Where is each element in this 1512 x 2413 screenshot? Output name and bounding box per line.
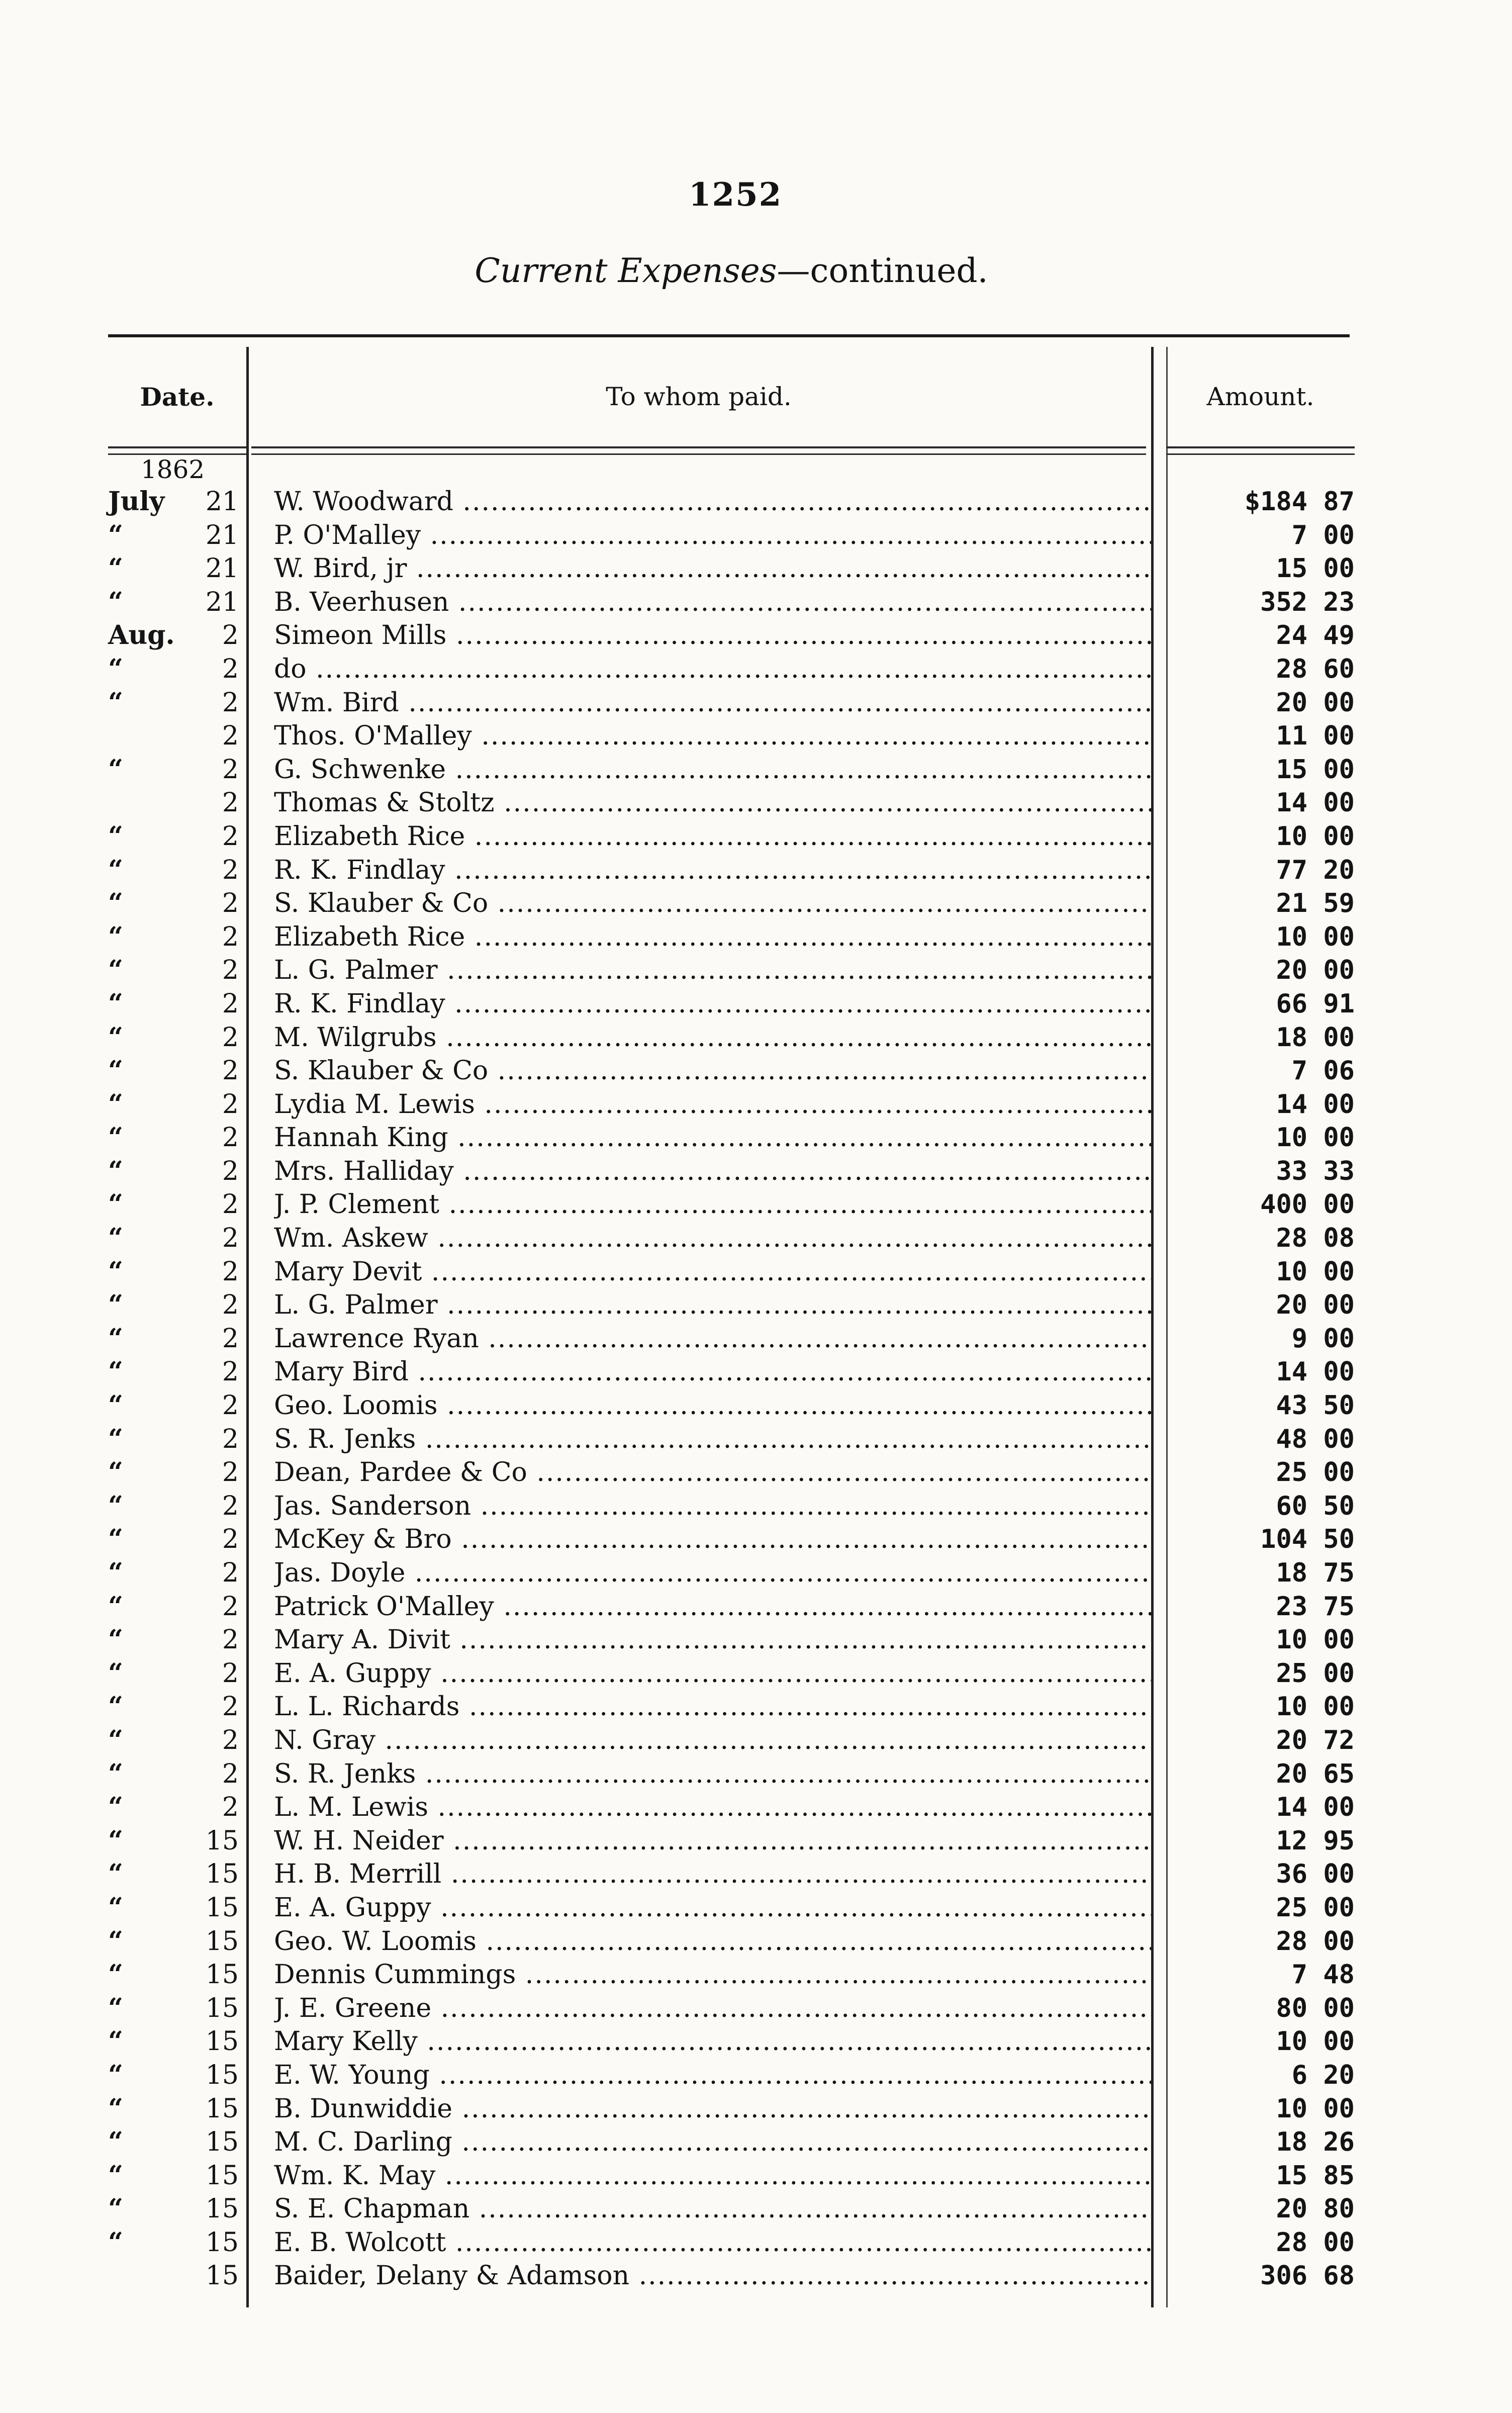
row-month: “ xyxy=(108,1892,123,1923)
row-month: “ xyxy=(108,1189,123,1220)
row-day: 15 xyxy=(205,1926,239,1957)
row-day: 2 xyxy=(222,1591,239,1622)
row-payee: do ..... xyxy=(274,653,1151,686)
row-amount: 18 26 xyxy=(1276,2127,1355,2158)
row-day: 21 xyxy=(205,553,239,584)
row-day: 2 xyxy=(222,1457,239,1488)
table-row xyxy=(108,1355,1355,1389)
row-day: 2 xyxy=(222,955,239,986)
row-month: “ xyxy=(108,1591,123,1622)
row-month: “ xyxy=(108,854,123,885)
row-day: 2 xyxy=(222,1625,239,1655)
header-rule xyxy=(1166,446,1355,448)
row-amount: 10 00 xyxy=(1276,2093,1355,2124)
row-month: “ xyxy=(108,2160,123,2191)
row-day: 2 xyxy=(222,1491,239,1521)
row-payee: Elizabeth Rice ..... xyxy=(274,820,1151,853)
row-month: “ xyxy=(108,754,123,785)
row-day: 2 xyxy=(222,1290,239,1321)
row-month: “ xyxy=(108,653,123,684)
row-day: 2 xyxy=(222,1256,239,1287)
row-payee: Dean, Pardee & Co ..... xyxy=(274,1456,1151,1489)
row-amount: 14 00 xyxy=(1276,1792,1355,1823)
row-day: 2 xyxy=(222,754,239,785)
table-row xyxy=(108,519,1355,552)
table-row xyxy=(108,653,1355,686)
table-row xyxy=(108,2259,1355,2293)
table-row xyxy=(108,1556,1355,1590)
table-row xyxy=(108,1423,1355,1456)
table-row xyxy=(108,887,1355,920)
row-month: “ xyxy=(108,2093,123,2124)
header-rule xyxy=(251,453,1146,455)
table-row xyxy=(108,2025,1355,2059)
row-amount: 80 00 xyxy=(1276,1993,1355,2023)
row-day: 15 xyxy=(205,2227,239,2258)
row-payee: Lawrence Ryan ..... xyxy=(274,1322,1151,1355)
table-row xyxy=(108,619,1355,653)
table-row xyxy=(108,1623,1355,1657)
row-amount: 400 00 xyxy=(1260,1189,1355,1220)
row-amount: 10 00 xyxy=(1276,1256,1355,1287)
row-month: “ xyxy=(108,2193,123,2224)
row-payee: S. Klauber & Co ..... xyxy=(274,887,1151,920)
table-row xyxy=(108,854,1355,887)
row-payee: E. B. Wolcott ..... xyxy=(274,2226,1151,2259)
row-month: “ xyxy=(108,553,123,584)
row-amount: 24 49 xyxy=(1276,620,1355,651)
table-row xyxy=(108,1088,1355,1122)
row-payee: Dennis Cummings ..... xyxy=(274,1958,1151,1991)
page-number: 1252 xyxy=(689,176,783,214)
table-row xyxy=(108,1288,1355,1322)
row-month: “ xyxy=(108,1356,123,1387)
row-month: “ xyxy=(108,1088,123,1120)
row-payee: Wm. K. May ..... xyxy=(274,2159,1151,2192)
row-month: “ xyxy=(108,1490,123,1521)
row-day: 2 xyxy=(222,1424,239,1454)
row-amount: 352 23 xyxy=(1260,587,1355,617)
row-month: “ xyxy=(108,1323,123,1354)
table-row xyxy=(108,1992,1355,2025)
table-row xyxy=(108,719,1355,753)
row-month: “ xyxy=(108,586,123,617)
row-amount: 28 08 xyxy=(1276,1223,1355,1254)
row-day: 2 xyxy=(222,620,239,651)
table-row xyxy=(108,1188,1355,1222)
row-month: “ xyxy=(108,1223,123,1254)
row-payee: N. Gray ..... xyxy=(274,1724,1151,1757)
row-month: “ xyxy=(108,1289,123,1321)
row-month: “ xyxy=(108,820,123,852)
row-day: 2 xyxy=(222,1524,239,1555)
row-day: 15 xyxy=(205,2026,239,2057)
row-amount: 18 00 xyxy=(1276,1022,1355,1053)
row-payee: Geo. Loomis ..... xyxy=(274,1389,1151,1422)
row-month: “ xyxy=(108,1825,123,1856)
row-amount: 20 00 xyxy=(1276,1290,1355,1321)
row-payee: Patrick O'Malley ..... xyxy=(274,1590,1151,1623)
header-rule xyxy=(251,446,1146,448)
row-month: “ xyxy=(108,2059,123,2090)
table-row xyxy=(108,1155,1355,1188)
row-day: 15 xyxy=(205,1825,239,1856)
table-row xyxy=(108,1657,1355,1691)
row-payee: Jas. Sanderson ..... xyxy=(274,1490,1151,1523)
row-payee: L. M. Lewis ..... xyxy=(274,1791,1151,1824)
row-month: Aug. xyxy=(108,620,175,651)
row-month: “ xyxy=(108,1925,123,1957)
column-header-paid: To whom paid. xyxy=(606,382,792,411)
row-day: 15 xyxy=(205,1859,239,1890)
row-amount: 25 00 xyxy=(1276,1892,1355,1923)
table-row xyxy=(108,586,1355,619)
year-label: 1862 xyxy=(141,455,205,484)
row-month: “ xyxy=(108,1792,123,1823)
row-day: 2 xyxy=(222,1692,239,1722)
table-row xyxy=(108,1021,1355,1055)
row-payee: Wm. Askew ..... xyxy=(274,1222,1151,1255)
row-payee: W. H. Neider ..... xyxy=(274,1824,1151,1858)
table-row xyxy=(108,1389,1355,1423)
heading-italic: Current Expenses xyxy=(475,251,777,290)
column-header-amount: Amount. xyxy=(1206,382,1314,411)
row-month: “ xyxy=(108,1624,123,1655)
table-row xyxy=(108,485,1355,519)
row-payee: W. Bird, jr ..... xyxy=(274,552,1151,585)
row-day: 2 xyxy=(222,1156,239,1186)
row-month: “ xyxy=(108,2026,123,2057)
row-payee: E. W. Young ..... xyxy=(274,2059,1151,2092)
row-month: “ xyxy=(108,1155,123,1186)
row-month: “ xyxy=(108,1657,123,1689)
row-month: “ xyxy=(108,1457,123,1488)
row-month: “ xyxy=(108,1758,123,1789)
table-row xyxy=(108,1121,1355,1155)
row-month: “ xyxy=(108,1959,123,1990)
table-row xyxy=(108,920,1355,954)
row-day: 15 xyxy=(205,2194,239,2224)
row-amount: 28 60 xyxy=(1276,654,1355,684)
table-row xyxy=(108,1791,1355,1824)
row-amount: $184 87 xyxy=(1244,487,1355,517)
row-amount: 306 68 xyxy=(1260,2261,1355,2291)
table-row xyxy=(108,1690,1355,1724)
row-day: 2 xyxy=(222,921,239,952)
table-row xyxy=(108,820,1355,854)
row-day: 2 xyxy=(222,1189,239,1220)
row-month: “ xyxy=(108,1022,123,1053)
row-day: 2 xyxy=(222,1725,239,1755)
row-day: 2 xyxy=(222,1056,239,1086)
row-amount: 60 50 xyxy=(1276,1491,1355,1521)
row-amount: 7 00 xyxy=(1291,520,1355,550)
row-amount: 20 00 xyxy=(1276,687,1355,718)
row-day: 15 xyxy=(205,2127,239,2158)
header-rule xyxy=(108,446,246,448)
row-payee: Wm. Bird ..... xyxy=(274,686,1151,719)
row-amount: 14 00 xyxy=(1276,1089,1355,1120)
row-amount: 12 95 xyxy=(1276,1825,1355,1856)
column-header-date: Date. xyxy=(140,382,215,412)
row-day: 2 xyxy=(222,1390,239,1421)
row-payee: Hannah King ..... xyxy=(274,1121,1151,1154)
row-day: 2 xyxy=(222,821,239,852)
row-month: “ xyxy=(108,1055,123,1086)
row-payee: P. O'Malley ..... xyxy=(274,519,1151,552)
table-row xyxy=(108,987,1355,1021)
row-amount: 10 00 xyxy=(1276,1625,1355,1655)
row-payee: Thos. O'Malley ..... xyxy=(274,719,1151,753)
row-payee: M. Wilgrubs ..... xyxy=(274,1021,1151,1054)
row-payee: J. E. Greene ..... xyxy=(274,1992,1151,2025)
row-amount: 6 20 xyxy=(1291,2060,1355,2090)
table-row xyxy=(108,686,1355,720)
row-amount: 14 00 xyxy=(1276,788,1355,818)
row-day: 15 xyxy=(205,1993,239,2023)
row-day: 2 xyxy=(222,988,239,1019)
row-day: 15 xyxy=(205,2261,239,2291)
row-payee: R. K. Findlay ..... xyxy=(274,987,1151,1020)
row-day: 2 xyxy=(222,788,239,818)
table-row xyxy=(108,1958,1355,1992)
row-amount: 15 00 xyxy=(1276,754,1355,785)
row-payee: J. P. Clement ..... xyxy=(274,1188,1151,1221)
row-day: 2 xyxy=(222,1658,239,1689)
row-month: “ xyxy=(108,988,123,1019)
row-month: “ xyxy=(108,1992,123,2023)
row-amount: 14 00 xyxy=(1276,1357,1355,1387)
row-amount: 43 50 xyxy=(1276,1390,1355,1421)
table-row xyxy=(108,1523,1355,1556)
row-payee: R. K. Findlay ..... xyxy=(274,854,1151,887)
row-amount: 10 00 xyxy=(1276,2026,1355,2057)
row-day: 2 xyxy=(222,1022,239,1053)
row-amount: 20 80 xyxy=(1276,2194,1355,2224)
table-row xyxy=(108,954,1355,987)
row-day: 2 xyxy=(222,1558,239,1588)
table-row xyxy=(108,2059,1355,2092)
row-month: July xyxy=(108,486,165,517)
row-month: “ xyxy=(108,1859,123,1890)
row-payee: L. G. Palmer ..... xyxy=(274,954,1151,987)
row-payee: B. Veerhusen ..... xyxy=(274,586,1151,619)
row-day: 2 xyxy=(222,1357,239,1387)
row-payee: Mary Bird ..... xyxy=(274,1355,1151,1388)
row-amount: 66 91 xyxy=(1276,988,1355,1019)
row-amount: 23 75 xyxy=(1276,1591,1355,1622)
row-day: 21 xyxy=(205,520,239,550)
row-day: 15 xyxy=(205,2160,239,2191)
row-month: “ xyxy=(108,1423,123,1454)
row-payee: Elizabeth Rice ..... xyxy=(274,920,1151,954)
row-amount: 77 20 xyxy=(1276,855,1355,885)
table-row xyxy=(108,2092,1355,2126)
row-month: “ xyxy=(108,519,123,550)
page-heading xyxy=(452,251,1010,290)
table-row xyxy=(108,2192,1355,2226)
row-amount: 48 00 xyxy=(1276,1424,1355,1454)
row-day: 2 xyxy=(222,1089,239,1120)
row-amount: 15 00 xyxy=(1276,553,1355,584)
row-payee: L. G. Palmer ..... xyxy=(274,1288,1151,1322)
row-amount: 20 65 xyxy=(1276,1758,1355,1789)
row-payee: S. R. Jenks ..... xyxy=(274,1757,1151,1791)
row-payee: M. C. Darling ..... xyxy=(274,2125,1151,2159)
row-month: “ xyxy=(108,1691,123,1722)
row-payee: Mary Devit ..... xyxy=(274,1255,1151,1288)
row-day: 15 xyxy=(205,1892,239,1923)
row-amount: 11 00 xyxy=(1276,721,1355,752)
row-day: 2 xyxy=(222,1123,239,1153)
row-amount: 104 50 xyxy=(1260,1524,1355,1555)
row-payee: E. A. Guppy ..... xyxy=(274,1891,1151,1924)
row-amount: 33 33 xyxy=(1276,1156,1355,1186)
row-day: 2 xyxy=(222,855,239,885)
row-amount: 25 00 xyxy=(1276,1457,1355,1488)
table-row xyxy=(108,1858,1355,1891)
table-row xyxy=(108,1054,1355,1088)
row-month: “ xyxy=(108,888,123,919)
row-amount: 20 72 xyxy=(1276,1725,1355,1755)
row-payee: G. Schwenke ..... xyxy=(274,753,1151,786)
row-month: “ xyxy=(108,1122,123,1153)
table-row xyxy=(108,1724,1355,1757)
row-day: 2 xyxy=(222,1323,239,1354)
table-row xyxy=(108,753,1355,787)
row-payee: Lydia M. Lewis ..... xyxy=(274,1088,1151,1121)
table-row xyxy=(108,1456,1355,1490)
row-day: 2 xyxy=(222,1223,239,1254)
row-amount: 21 59 xyxy=(1276,888,1355,919)
row-day: 2 xyxy=(222,888,239,919)
row-payee: H. B. Merrill ..... xyxy=(274,1858,1151,1891)
row-payee: Baider, Delany & Adamson ..... xyxy=(274,2259,1151,2292)
row-month: “ xyxy=(108,687,123,718)
row-payee: Mrs. Halliday ..... xyxy=(274,1155,1151,1188)
table-row xyxy=(108,1891,1355,1925)
row-day: 15 xyxy=(205,1960,239,1990)
row-day: 2 xyxy=(222,687,239,718)
row-payee: Jas. Doyle ..... xyxy=(274,1556,1151,1590)
row-payee: McKey & Bro ..... xyxy=(274,1523,1151,1556)
table-row xyxy=(108,1824,1355,1858)
row-month: “ xyxy=(108,1256,123,1287)
row-payee: E. A. Guppy ..... xyxy=(274,1657,1151,1690)
row-payee: Thomas & Stoltz ..... xyxy=(274,786,1151,819)
row-amount: 10 00 xyxy=(1276,921,1355,952)
row-month: “ xyxy=(108,921,123,952)
row-day: 21 xyxy=(205,487,239,517)
table-row xyxy=(108,2125,1355,2159)
row-month: “ xyxy=(108,955,123,986)
expense-table-body xyxy=(108,485,1355,2293)
row-payee: Mary A. Divit ..... xyxy=(274,1623,1151,1656)
row-month: “ xyxy=(108,1557,123,1588)
table-row xyxy=(108,1255,1355,1289)
top-rule xyxy=(108,334,1350,337)
row-amount: 36 00 xyxy=(1276,1859,1355,1890)
table-row xyxy=(108,1590,1355,1624)
row-payee: L. L. Richards ..... xyxy=(274,1690,1151,1723)
row-day: 2 xyxy=(222,721,239,752)
heading-continued: —continued. xyxy=(777,251,988,290)
table-row xyxy=(108,1490,1355,1523)
row-amount: 9 00 xyxy=(1291,1323,1355,1354)
row-amount: 7 06 xyxy=(1291,1056,1355,1086)
row-amount: 28 00 xyxy=(1276,1926,1355,1957)
table-row xyxy=(108,786,1355,820)
row-day: 2 xyxy=(222,654,239,684)
row-amount: 28 00 xyxy=(1276,2227,1355,2258)
row-payee: B. Dunwiddie ..... xyxy=(274,2092,1151,2125)
row-payee: S. E. Chapman ..... xyxy=(274,2192,1151,2225)
row-month: “ xyxy=(108,1724,123,1755)
row-month: “ xyxy=(108,1524,123,1555)
row-amount: 10 00 xyxy=(1276,1692,1355,1722)
row-month: “ xyxy=(108,2226,123,2258)
table-row xyxy=(108,552,1355,586)
table-row xyxy=(108,1925,1355,1959)
row-amount: 18 75 xyxy=(1276,1558,1355,1588)
row-day: 2 xyxy=(222,1758,239,1789)
row-payee: Mary Kelly ..... xyxy=(274,2025,1151,2058)
table-row xyxy=(108,2159,1355,2193)
row-amount: 15 85 xyxy=(1276,2160,1355,2191)
table-row xyxy=(108,1222,1355,1255)
row-day: 2 xyxy=(222,1792,239,1823)
row-day: 15 xyxy=(205,2060,239,2090)
row-amount: 25 00 xyxy=(1276,1658,1355,1689)
row-day: 15 xyxy=(205,2093,239,2124)
row-month: “ xyxy=(108,2126,123,2158)
table-row xyxy=(108,1322,1355,1356)
row-amount: 10 00 xyxy=(1276,1123,1355,1153)
row-day: 21 xyxy=(205,587,239,617)
row-payee: W. Woodward ..... xyxy=(274,485,1151,518)
row-payee: S. Klauber & Co ..... xyxy=(274,1054,1151,1087)
row-amount: 20 00 xyxy=(1276,955,1355,986)
row-month: “ xyxy=(108,1390,123,1421)
row-amount: 10 00 xyxy=(1276,821,1355,852)
row-payee: S. R. Jenks ..... xyxy=(274,1423,1151,1456)
table-row xyxy=(108,1757,1355,1791)
row-amount: 7 48 xyxy=(1291,1960,1355,1990)
row-payee: Geo. W. Loomis ..... xyxy=(274,1925,1151,1958)
table-row xyxy=(108,2226,1355,2260)
row-payee: Simeon Mills ..... xyxy=(274,619,1151,652)
header-rule xyxy=(1166,453,1355,455)
